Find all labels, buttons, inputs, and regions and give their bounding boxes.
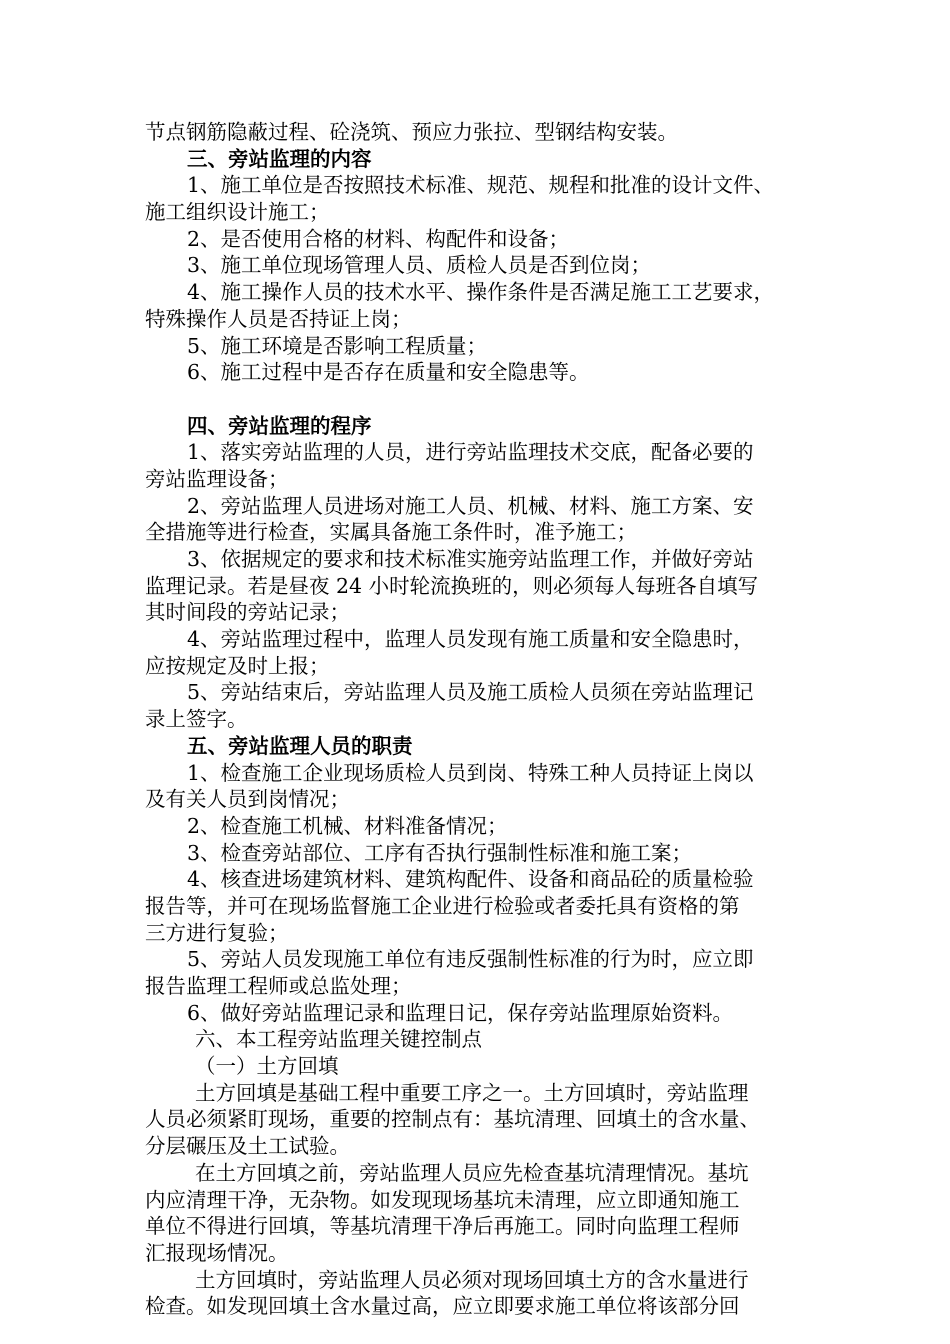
paragraph-line: 施工组织设计施工； (145, 200, 330, 225)
paragraph-line: 3、施工单位现场管理人员、质检人员是否到位岗； (187, 253, 652, 278)
paragraph-line: 应按规定及时上报； (145, 653, 330, 678)
paragraph-line: 全措施等进行检查，实属具备施工条件时，准予施工； (145, 520, 637, 545)
section-heading: 四、旁站监理的程序 (187, 413, 372, 438)
paragraph-line: 汇报现场情况。 (145, 1240, 289, 1265)
paragraph-line: 3、依据规定的要求和技术标准实施旁站监理工作，并做好旁站 (187, 547, 754, 571)
paragraph-line: 5、旁站人员发现施工单位有违反强制性标准的行为时，应立即 (187, 947, 754, 972)
paragraph-line: 分层碾压及土工试验。 (145, 1134, 350, 1159)
paragraph-line: 土方回填时，旁站监理人员必须对现场回填土方的含水量进行 (195, 1267, 749, 1292)
paragraph-line: 在土方回填之前，旁站监理人员应先检查基坑清理情况。基坑 (195, 1160, 749, 1185)
paragraph-line: 6、施工过程中是否存在质量和安全隐患等。 (187, 360, 590, 385)
paragraph-line: 人员必须紧盯现场，重要的控制点有：基坑清理、回填土的含水量、 (145, 1107, 760, 1132)
paragraph-line: 4、核查进场建筑材料、建筑构配件、设备和商品砼的质量检验 (187, 867, 754, 892)
section-heading: 五、旁站监理人员的职责 (187, 733, 413, 758)
paragraph-line: 监理记录。若是昼夜 24 小时轮流换班的，则必须每人每班各自填写 (145, 573, 759, 598)
paragraph-line: （一）土方回填 (195, 1054, 339, 1079)
paragraph-line: 及有关人员到岗情况； (145, 787, 350, 812)
paragraph-line: 2、是否使用合格的材料、构配件和设备； (187, 226, 570, 251)
paragraph-line: 旁站监理设备； (145, 466, 289, 491)
paragraph-line: 1、落实旁站监理的人员，进行旁站监理技术交底，配备必要的 (187, 440, 754, 465)
paragraph-line: 5、旁站结束后，旁站监理人员及施工质检人员须在旁站监理记 (187, 680, 754, 705)
paragraph-line: 录上签字。 (145, 707, 248, 732)
paragraph-line: 1、施工单位是否按照技术标准、规范、规程和批准的设计文件、 (187, 173, 775, 198)
paragraph-line: 4、施工操作人员的技术水平、操作条件是否满足施工工艺要求， (187, 280, 775, 305)
paragraph-line: 检查。如发现回填土含水量过高，应立即要求施工单位将该部分回 (145, 1294, 740, 1319)
paragraph-line: 节点钢筋隐蔽过程、砼浇筑、预应力张拉、型钢结构安装。 (145, 120, 678, 144)
paragraph-line: 1、检查施工企业现场质检人员到岗、特殊工种人员持证上岗以 (187, 760, 754, 785)
paragraph-line: 报告等，并可在现场监督施工企业进行检验或者委托具有资格的第 (145, 893, 740, 918)
paragraph-line: 4、旁站监理过程中，监理人员发现有施工质量和安全隐患时， (187, 627, 754, 652)
paragraph-line: 特殊操作人员是否持证上岗； (145, 306, 412, 331)
section-heading: 三、旁站监理的内容 (187, 146, 372, 171)
blank-line (145, 386, 825, 413)
paragraph-line: 6、做好旁站监理记录和监理日记，保存旁站监理原始资料。 (187, 1000, 734, 1025)
paragraph-line: 5、施工环境是否影响工程质量； (187, 333, 488, 358)
paragraph-line: 2、检查施工机械、材料准备情况； (187, 813, 508, 838)
paragraph-line: 单位不得进行回填，等基坑清理干净后再施工。同时向监理工程师 (145, 1214, 740, 1239)
paragraph-line: 3、检查旁站部位、工序有否执行强制性标准和施工案； (187, 840, 693, 865)
document-body (145, 119, 825, 1320)
paragraph-line: 土方回填是基础工程中重要工序之一。土方回填时，旁站监理 (195, 1080, 749, 1105)
paragraph-line: 报告监理工程师或总监处理； (145, 974, 412, 998)
paragraph-line: 2、旁站监理人员进场对施工人员、机械、材料、施工方案、安 (187, 493, 754, 518)
paragraph-line: 六、本工程旁站监理关键控制点 (195, 1027, 482, 1052)
paragraph-line: 内应清理干净，无杂物。如发现现场基坑未清理，应立即通知施工 (145, 1187, 740, 1212)
paragraph-line: 三方进行复验； (145, 920, 289, 945)
paragraph-line: 其时间段的旁站记录； (145, 600, 350, 625)
